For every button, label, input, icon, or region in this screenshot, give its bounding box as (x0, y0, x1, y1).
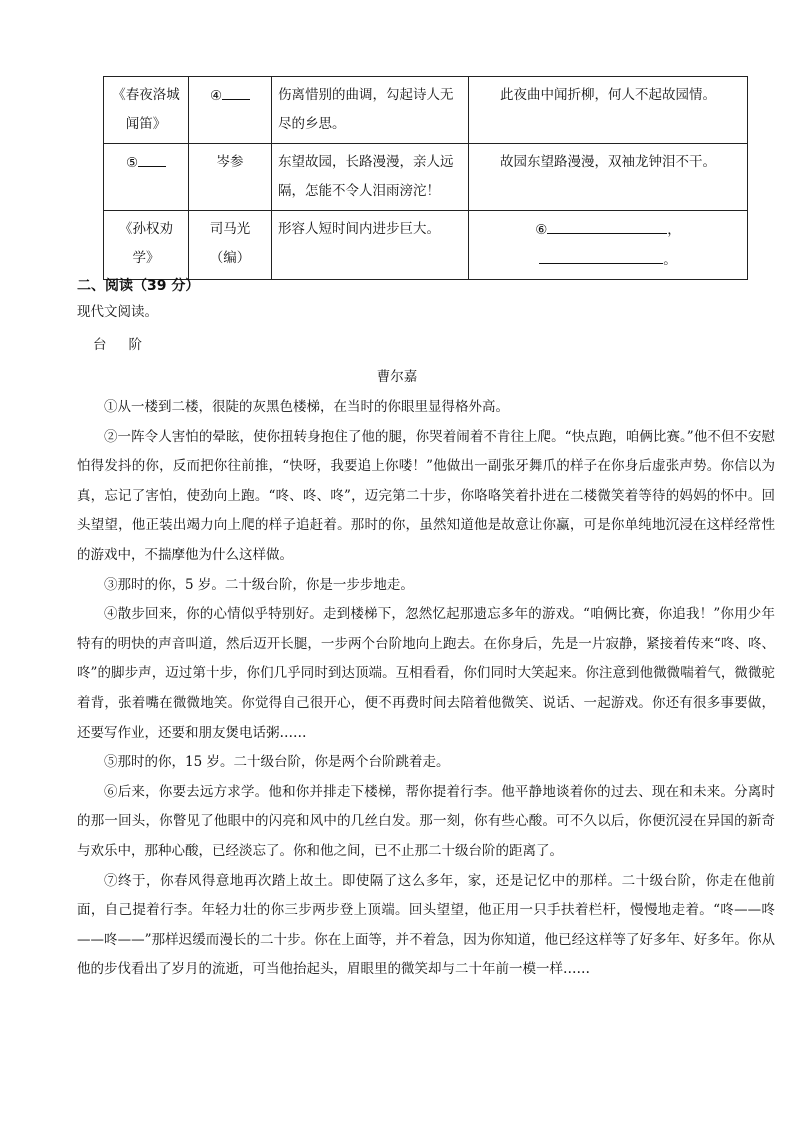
section-title: 二、阅读（39 分） (77, 278, 200, 294)
table-row (104, 211, 748, 280)
poem-author-cell: 司马光（编） (189, 211, 272, 280)
fill-blank-6b[interactable] (539, 245, 663, 264)
fill-blank-4[interactable] (222, 81, 250, 100)
poem-line-cell: ⑥ ， 。 (469, 211, 748, 280)
poem-line-cell: 此夜曲中闻折柳，何人不起故园情。 (469, 77, 748, 144)
paragraph: ⑥后来，你要去远方求学。他和你并排走下楼梯，帮你提着行李。他平静地谈着你的过去、现在和未来。分离时的那一回头，你瞥见了他眼中的闪亮和风中的几丝白发。那一刻，你有些心酸。可不久以后，你便沉浸在异国的新奇与欢乐中，那种心酸，已经淡忘了。你和他之间，已不止那二十级台阶的距离了。 (77, 783, 775, 859)
poem-meaning-cell: 伤离惜别的曲调，勾起诗人无尽的乡思。 (272, 77, 469, 144)
table-row (104, 144, 748, 211)
poem-author-cell: ④ (189, 77, 272, 144)
poem-title-cell: 《春夜洛城闻笛》 (104, 77, 189, 144)
table-row (104, 77, 748, 144)
paragraph: ④散步回来，你的心情似乎特别好。走到楼梯下，忽然忆起那遗忘多年的游戏。“咱俩比赛，你追我！”你用少年特有的明快的声音叫道，然后迈开长腿，一步两个台阶地向上跑去。在你身后，先是一片寂静，紧接着传来“咚、咚、咚”的脚步声，迈过第十步，你们几乎同时到达顶端。互相看看，你们同时大笑起来。你注意到他微微喘着气，微微驼着背，张着嘴在微微地笑。你觉得自己很开心，便不再费时间去陪着他微笑、说话、一起游戏。你还有很多事要做，还要写作业，还要和朋友煲电话粥…… (77, 606, 775, 741)
poem-line-cell: 故园东望路漫漫，双袖龙钟泪不干。 (469, 144, 748, 211)
poem-title-cell: ⑤ (104, 144, 189, 211)
poem-info-table (103, 76, 748, 280)
poem-meaning-cell: 形容人短时间内进步巨大。 (272, 211, 469, 280)
section-subhead: 现代文阅读。 (77, 304, 158, 320)
article-title: 台 阶 (93, 337, 142, 353)
poem-author-cell: 岑参 (189, 144, 272, 211)
paragraph: ①从一楼到二楼，很陡的灰黑色楼梯，在当时的你眼里显得格外高。 (104, 399, 509, 415)
paragraph: ⑦终于，你春风得意地再次踏上故土。即使隔了这么多年，家，还是记忆中的那样。二十级台阶，你走在他前面，自己提着行李。年轻力壮的你三步两步登上顶端。回头望望，他正用一只手扶着栏杆，慢慢地走着。“咚——咚——咚——”那样迟缓而漫长的二十步。你在上面等，并不着急，因为你知道，他已经这样等了好多年、好多年。你从他的步伐看出了岁月的流逝，可当他抬起头，眉眼里的微笑却与二十年前一模一样…… (77, 872, 775, 978)
paragraph: ②一阵令人害怕的晕眩，使你扭转身抱住了他的腿，你哭着闹着不肯往上爬。“快点跑，咱俩比赛。”他不但不安慰怕得发抖的你，反而把你往前推，“快呀，我要追上你喽！”他做出一副张牙舞爪的样子在你身后虚张声势。你信以为真，忘记了害怕，使劲向上跑。“咚、咚、咚”，迈完第二十步，你咯咯笑着扑进在二楼微笑着等待的妈妈的怀中。回头望望，他正装出竭力向上爬的样子追赶着。那时的你，虽然知道他是故意让你赢，可是你单纯地沉浸在这样经常性的游戏中，不揣摩他为什么这样做。 (77, 428, 775, 563)
paragraph: ③那时的你，5 岁。二十级台阶，你是一步步地走。 (104, 576, 414, 593)
article-body (77, 393, 775, 985)
paragraph: ⑤那时的你，15 岁。二十级台阶，你是两个台阶跳着走。 (104, 754, 450, 771)
article-author: 曹尔嘉 (376, 369, 418, 385)
fill-blank-6a[interactable] (547, 215, 667, 234)
fill-blank-5[interactable] (138, 148, 166, 167)
poem-meaning-cell: 东望故园，长路漫漫，亲人远隔，怎能不令人泪雨滂沱！ (272, 144, 469, 211)
poem-title-cell: 《孙权劝学》 (104, 211, 189, 280)
